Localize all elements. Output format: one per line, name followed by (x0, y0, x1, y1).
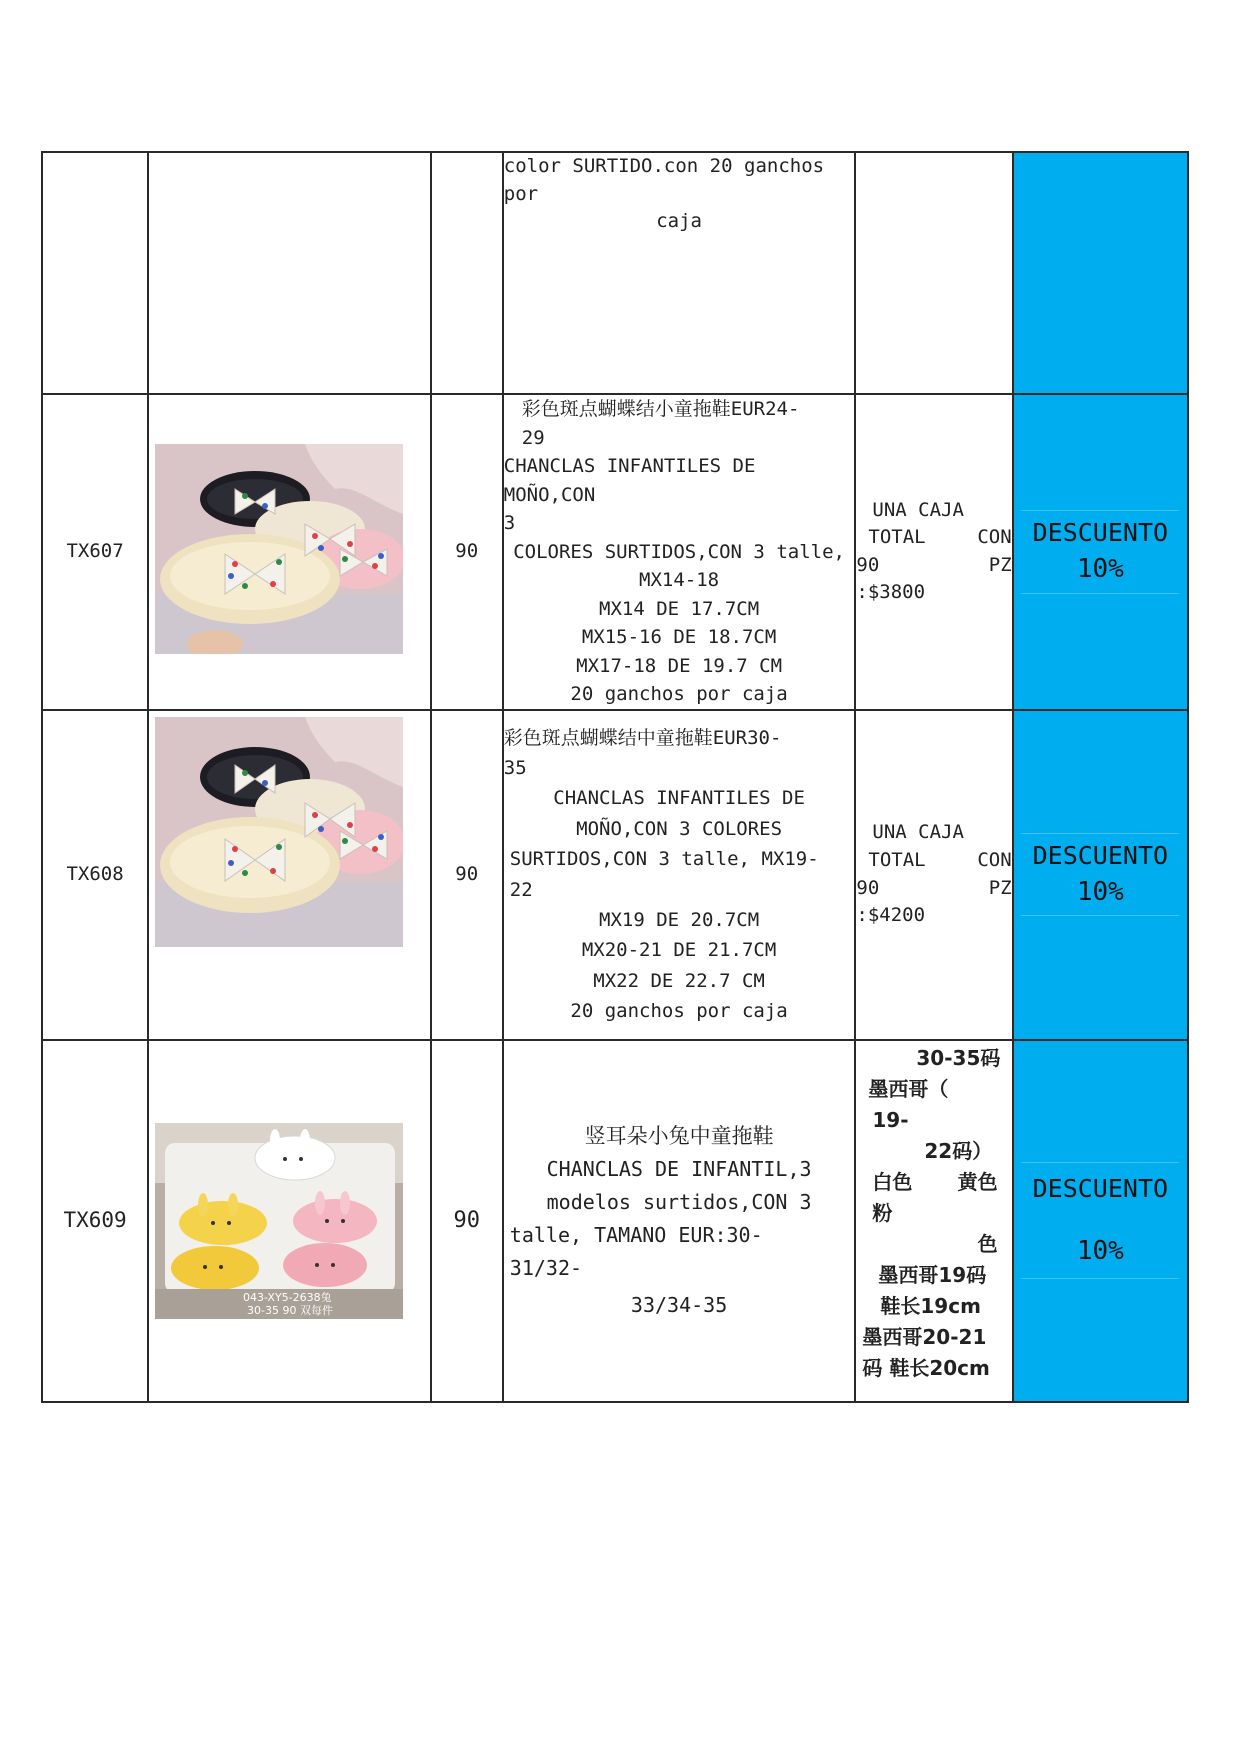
sandal-photo (155, 717, 403, 947)
price-word: PZ (988, 876, 1012, 899)
desc-line: CHANCLAS DE INFANTIL,3 (546, 1157, 812, 1182)
quantity (431, 152, 503, 394)
product-description (503, 1040, 856, 1402)
price-line: 22码） (924, 1138, 993, 1163)
product-code (42, 152, 148, 394)
desc-line: CHANCLAS INFANTILES DE MOÑO,CON (503, 455, 756, 506)
discount-cell (1013, 1040, 1188, 1402)
desc-line: 31/32- (509, 1256, 583, 1281)
discount-box (1021, 1162, 1179, 1280)
price-line: 墨西哥19码 (878, 1262, 987, 1287)
product-photo-cell (148, 710, 430, 1040)
discount-cell (1013, 394, 1188, 710)
table-row (42, 394, 1188, 710)
table-row (42, 152, 1188, 394)
desc-line: MX14-18 (639, 569, 720, 591)
quantity: 90 (431, 710, 503, 1040)
discount-label: DESCUENTO (1032, 840, 1169, 870)
desc-line: MX22 DE 22.7 CM (593, 969, 765, 992)
desc-line: MX19 DE 20.7CM (599, 908, 760, 931)
desc-line: modelos surtidos,CON 3 (546, 1190, 812, 1215)
desc-line: CHANCLAS INFANTILES DE (553, 787, 805, 810)
price-word: TOTAL (868, 526, 926, 549)
desc-line: MX15-16 DE 18.7CM (581, 626, 777, 648)
product-description (503, 710, 856, 1040)
photo-caption-line: 30-35 90 双每件 (247, 1303, 334, 1317)
desc-line: 彩色斑点蝴蝶结中童拖鞋EUR30- (503, 726, 782, 749)
desc-line: 3 (503, 512, 516, 534)
photo-caption-line: 043-XY5-2638兔 (243, 1290, 332, 1304)
desc-line: talle, TAMANO EUR:30- (509, 1223, 763, 1248)
product-code: TX609 (42, 1040, 148, 1402)
price-line: 墨西哥20-21 (862, 1324, 987, 1349)
product-photo-cell (148, 394, 430, 710)
desc-line: MX14 DE 17.7CM (599, 597, 760, 620)
price-cell (855, 152, 1012, 394)
product-photo-cell (148, 152, 430, 394)
price-line: 码 鞋长20cm (862, 1355, 990, 1380)
price-line: 色 (977, 1231, 998, 1256)
desc-line: 竖耳朵小兔中童拖鞋 (584, 1123, 774, 1148)
price-word: 90 (856, 553, 880, 576)
price-total: :$3800 (856, 581, 926, 604)
price-word: CON (977, 526, 1012, 549)
price-line (862, 1167, 1005, 1198)
discount-box (1021, 833, 1179, 917)
price-word: 黄色 (957, 1169, 998, 1194)
price-line: 30-35码 (916, 1045, 1001, 1070)
quantity: 90 (431, 1040, 503, 1402)
desc-line: SURTIDOS,CON 3 talle, MX19- (509, 848, 819, 871)
quantity: 90 (431, 394, 503, 710)
desc-line: MOÑO,CON 3 COLORES (576, 817, 783, 840)
price-line (856, 552, 1011, 580)
product-table (41, 151, 1189, 1403)
discount-label: DESCUENTO (1032, 517, 1169, 547)
discount-cell (1013, 710, 1188, 1040)
price-word: 90 (856, 876, 880, 899)
price-total: :$4200 (856, 904, 926, 927)
table-row (42, 710, 1188, 1040)
table-row (42, 1040, 1188, 1402)
desc-line: 29 (521, 426, 545, 449)
desc-line: 20 ganchos por caja (570, 1000, 788, 1023)
discount-percent: 10% (1076, 1235, 1124, 1266)
price-line: 19- (872, 1107, 909, 1132)
product-description (503, 152, 856, 394)
price-cell (855, 1040, 1012, 1402)
price-word: PZ (988, 553, 1012, 576)
desc-line: 33/34-35 (630, 1293, 728, 1318)
price-line: UNA CAJA (872, 821, 964, 844)
price-line: UNA CAJA (872, 498, 964, 521)
price-line (856, 847, 1011, 875)
desc-line: MX17-18 DE 19.7 CM (576, 654, 783, 677)
product-code: TX608 (42, 710, 148, 1040)
price-line (856, 875, 1011, 903)
price-word: 白色 (872, 1169, 913, 1194)
price-line: 粉 (872, 1200, 893, 1225)
discount-label: DESCUENTO (1032, 1173, 1169, 1203)
desc-line: 20 ganchos por caja (570, 683, 788, 705)
price-line (856, 524, 1011, 552)
price-word: TOTAL (868, 848, 926, 871)
desc-line: MX20-21 DE 21.7CM (581, 939, 777, 962)
desc-line: 彩色斑点蝴蝶结小童拖鞋EUR24- (521, 398, 800, 420)
discount-cell (1013, 152, 1188, 394)
desc-line: 22 (509, 878, 533, 901)
product-code: TX607 (42, 394, 148, 710)
discount-box (1021, 510, 1179, 594)
desc-line: COLORES SURTIDOS,CON 3 talle, (513, 540, 845, 563)
desc-line: por (503, 182, 539, 205)
product-photo-cell (148, 1040, 430, 1402)
desc-line: caja (656, 210, 702, 233)
product-description (503, 394, 856, 710)
bunny-slipper-photo (155, 1123, 403, 1319)
price-cell (855, 710, 1012, 1040)
desc-line: 35 (503, 756, 527, 779)
price-cell (855, 394, 1012, 710)
sandal-photo (155, 444, 403, 654)
desc-line: color SURTIDO.con 20 ganchos (503, 155, 825, 177)
discount-percent: 10% (1076, 554, 1124, 585)
discount-percent: 10% (1076, 876, 1124, 907)
price-line: 墨西哥（ (868, 1076, 949, 1101)
price-word: CON (977, 848, 1012, 871)
price-line: 鞋长19cm (880, 1293, 981, 1318)
